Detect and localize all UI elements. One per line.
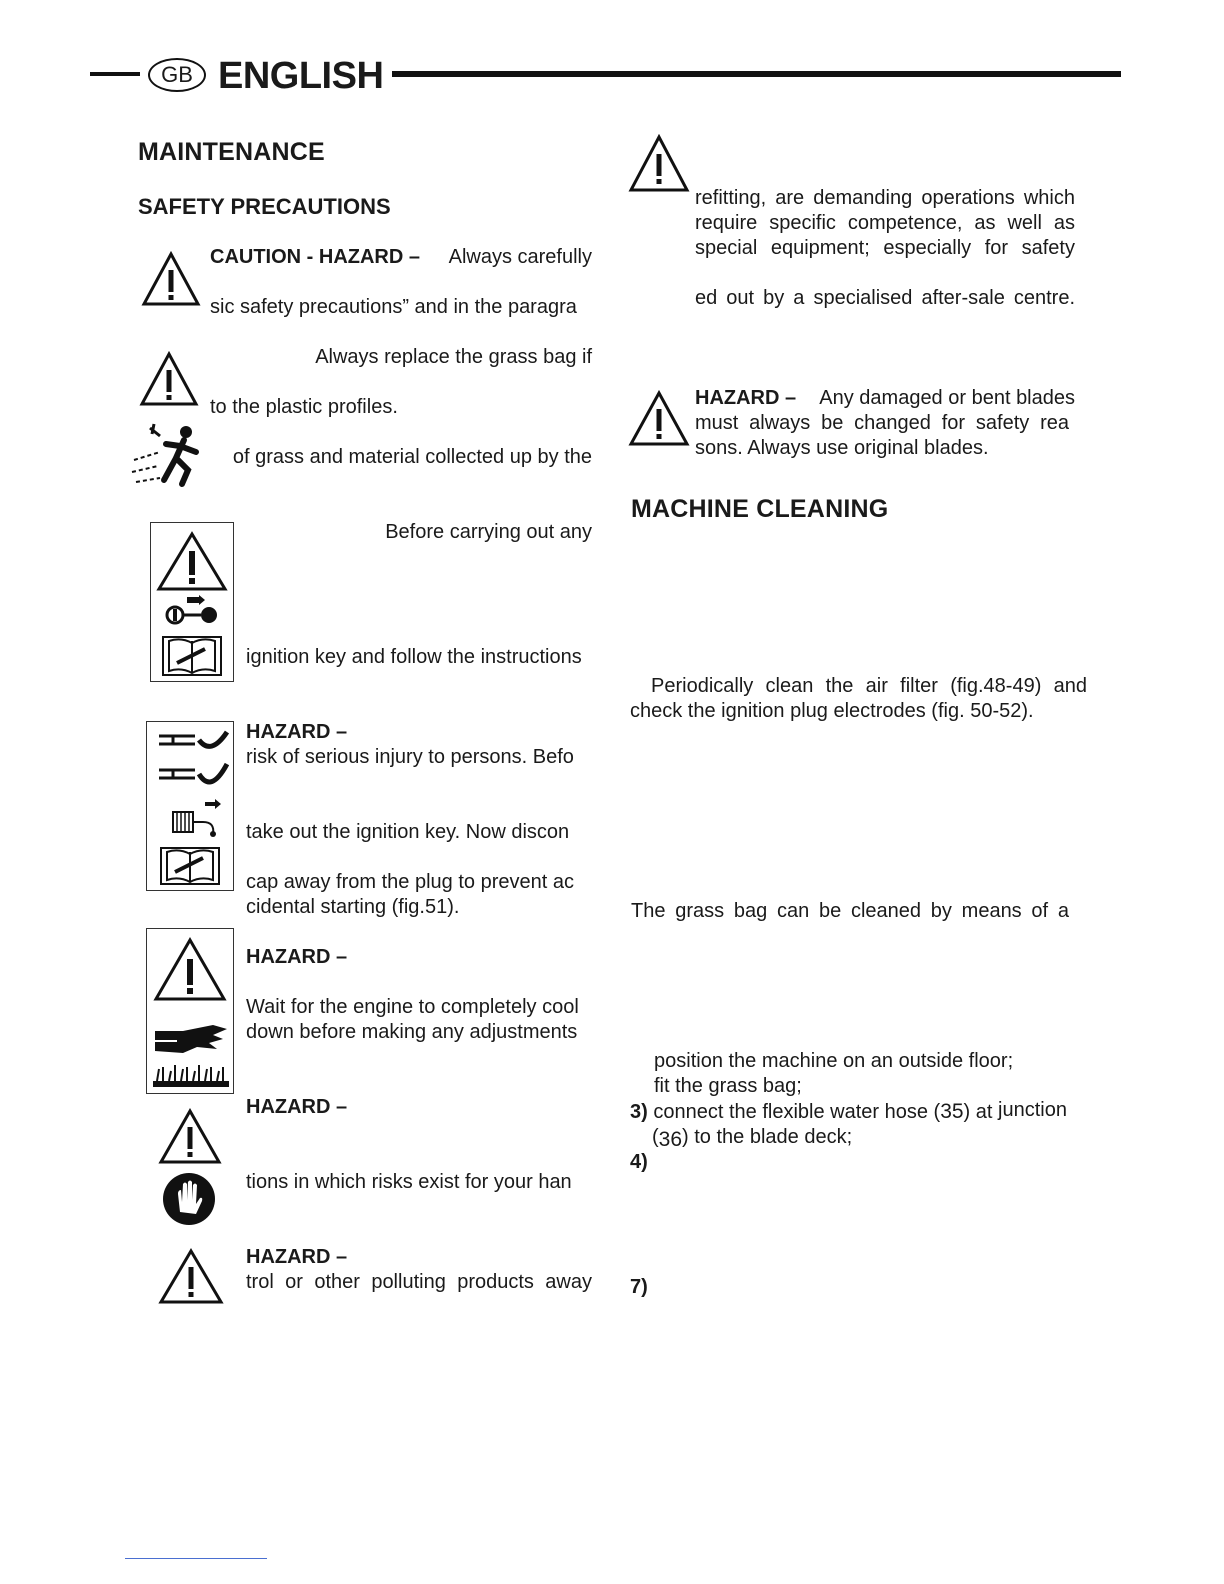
- caution-paragraph-line2: sic safety precautions” and in the paragra: [210, 296, 577, 318]
- caution-text: Always carefully: [448, 246, 592, 268]
- blade-cut-hand-icon: [155, 726, 229, 796]
- section-title-machine-cleaning: MACHINE CLEANING: [631, 495, 889, 523]
- header-rule-left: [90, 72, 140, 76]
- caution-paragraph-line1: [210, 245, 592, 270]
- warning-triangle-icon: [158, 1248, 224, 1306]
- blades-line3: sons. Always use original blades.: [695, 437, 989, 459]
- warning-triangle-icon: [156, 531, 228, 593]
- filter-line1: Periodically clean the air filter (fig.48-49) and: [651, 675, 1087, 697]
- warning-triangle-icon: [140, 250, 202, 308]
- thrown-objects-icon: [130, 422, 206, 488]
- blades-hazard-label: HAZARD –: [695, 387, 797, 409]
- hazard3-line1: Wait for the engine to completely cool: [246, 996, 579, 1018]
- filter-line2: check the ignition plug electrodes (fig. 50-52).: [630, 700, 1034, 722]
- step-3-text: connect the flexible water hose (: [653, 1101, 941, 1123]
- language-badge: GB: [148, 58, 206, 92]
- step-3-number: 3): [630, 1101, 648, 1123]
- hazard2-line4: cidental starting (fig.51).: [246, 896, 460, 918]
- part-ref-35: 35: [940, 1100, 964, 1123]
- warning-triangle-icon: [628, 390, 690, 448]
- before-servicing-line2: ignition key and follow the instructions: [246, 646, 582, 668]
- refit-line4: ed out by a specialised after-sale centre.: [695, 287, 1075, 309]
- hazard3-title: HAZARD –: [246, 946, 348, 968]
- hazard4-title: HAZARD –: [246, 1096, 348, 1118]
- hazard3-line2: down before making any adjustments: [246, 1021, 578, 1043]
- refit-line3: special equipment; especially for safety: [695, 237, 1075, 259]
- step-4-number: 4): [630, 1151, 648, 1173]
- grassbag-cleaning-line: The grass bag can be cleaned by means of a: [631, 900, 1069, 922]
- part-ref-36: 36: [658, 1128, 683, 1151]
- section-title-maintenance: MAINTENANCE: [138, 138, 325, 166]
- step-3-mid: ) at: [963, 1101, 993, 1123]
- gloves-icon: [162, 1172, 216, 1226]
- before-servicing-line1: Before carrying out any: [385, 521, 592, 543]
- subsection-title-safety: SAFETY PRECAUTIONS: [138, 194, 391, 219]
- hazard2-title: HAZARD –: [246, 721, 348, 743]
- spark-plug-cap-icon: [169, 798, 225, 840]
- step-3: [630, 1099, 1067, 1125]
- step-1: position the machine on an outside floor;: [654, 1050, 1014, 1072]
- step-7-number: 7): [630, 1276, 648, 1298]
- hot-surface-icon-panel: [146, 928, 234, 1094]
- blade-hazard-icon-panel: [146, 721, 234, 891]
- refit-line1: refitting, are demanding operations which: [695, 187, 1075, 209]
- hand-icon: [153, 1021, 229, 1057]
- maintenance-icon-panel: [150, 522, 234, 682]
- hazard5-line1: trol or other polluting products away: [246, 1271, 592, 1293]
- step-3-open-paren: (: [652, 1126, 659, 1148]
- grassbag-line3: of grass and material collected up by the: [232, 446, 592, 468]
- blades-line1: [695, 386, 1075, 411]
- hazard2-line1: risk of serious injury to persons. Befo: [246, 746, 574, 768]
- remove-key-icon: [165, 595, 221, 627]
- step-3-junction: junction: [998, 1099, 1067, 1121]
- hazard2-line3: cap away from the plug to prevent ac: [246, 871, 574, 893]
- grassbag-line1: Always replace the grass bag if: [315, 346, 592, 368]
- header-rule-right: [392, 71, 1121, 77]
- blades-hazard-text: Any damaged or bent blades: [819, 387, 1075, 409]
- hazard4-line1: tions in which risks exist for your han: [246, 1171, 572, 1193]
- hazard2-line2: take out the ignition key. Now discon: [246, 821, 570, 843]
- hazard5-title: HAZARD –: [246, 1246, 348, 1268]
- read-manual-icon: [159, 844, 221, 888]
- read-manual-icon: [161, 633, 223, 679]
- warning-triangle-icon: [628, 134, 690, 194]
- hot-grass-icon: [153, 1063, 229, 1089]
- warning-triangle-icon: [158, 1108, 222, 1166]
- step-2: fit the grass bag;: [654, 1075, 802, 1097]
- language-title: ENGLISH: [218, 55, 384, 97]
- grassbag-line2: to the plastic profiles.: [210, 396, 398, 418]
- footer-underline: [125, 1558, 267, 1559]
- caution-label: CAUTION - HAZARD –: [210, 246, 420, 268]
- warning-triangle-icon: [153, 937, 227, 1003]
- refit-line2: require specific competence, as well as: [695, 212, 1075, 234]
- blades-line2: must always be changed for safety rea: [695, 412, 1069, 434]
- step-3-line2-text: ) to the blade deck;: [682, 1126, 853, 1148]
- warning-triangle-icon: [138, 350, 200, 408]
- step-3-line2: [652, 1124, 852, 1150]
